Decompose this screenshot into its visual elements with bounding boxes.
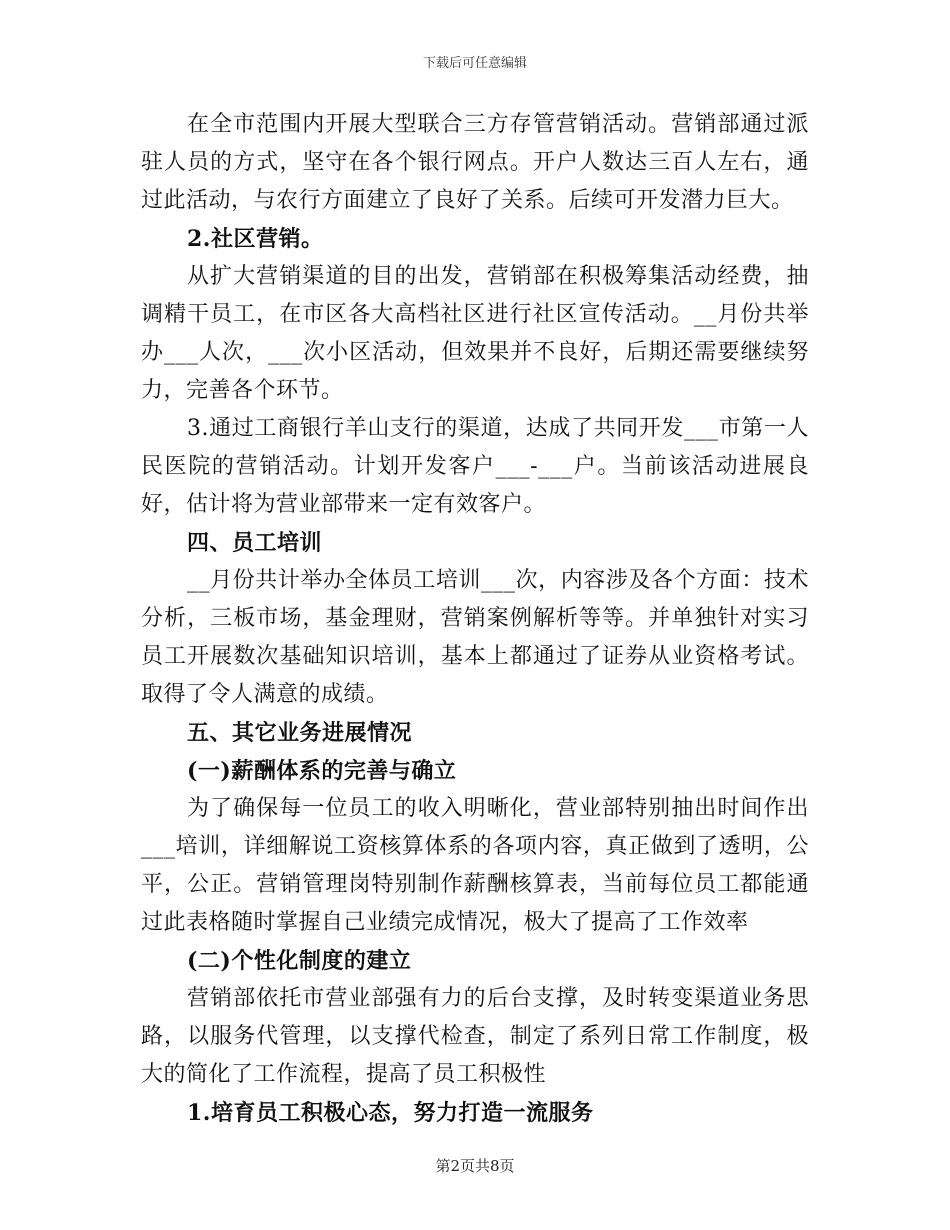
heading-personalized-system: (二)个性化制度的建立 <box>187 948 412 974</box>
page-number: 第2页共8页 <box>435 1157 515 1175</box>
heading-salary-system: (一)薪酬体系的完善与确立 <box>187 758 457 784</box>
page-header: 下载后可任意编辑 <box>422 56 527 71</box>
heading-other-business: 五、其它业务进展情况 <box>187 720 413 746</box>
paragraph-joint-custody-marketing: 在全市范围内开展大型联合三方存管营销活动。营销部通过派驻人员的方式，坚守在各个银行网点。开户人数达三百人左右，通过此活动，与农行方面建立了良好了关系。后续可开发潜力巨大。 <box>141 112 809 213</box>
paragraph-personalized-system: 营销部依托市营业部强有力的后台支撑，及时转变渠道业务思路，以服务代管理，以支撑代检查，制定了系列日常工作制度，极大的简化了工作流程，提高了员工积极性 <box>141 986 809 1087</box>
paragraph-icbc-channel: 3.通过工商银行羊山支行的渠道，达成了共同开发___市第一人民医院的营销活动。计划开发客户___-___户。当前该活动进展良好，估计将为营业部带来一定有效客户。 <box>141 416 809 517</box>
paragraph-community-marketing: 从扩大营销渠道的目的出发，营销部在积极筹集活动经费，抽调精干员工，在市区各大高档社区进行社区宣传活动。__月份共举办___人次，___次小区活动，但效果并不良好，后期还需要继续努力，完善各个环节。 <box>141 264 809 403</box>
heading-positive-mindset: 1.培育员工积极心态，努力打造一流服务 <box>187 1100 594 1126</box>
paragraph-staff-training: __月份共计举办全体员工培训___次，内容涉及各个方面：技术分析，三板市场，基金理财，营销案例解析等等。并单独针对实习员工开展数次基础知识培训，基本上都通过了证券从业资格考试。取得了令人满意的成绩。 <box>141 568 809 707</box>
document-body <box>141 106 809 1132</box>
heading-staff-training: 四、员工培训 <box>187 530 323 556</box>
paragraph-salary-system: 为了确保每一位员工的收入明晰化，营业部特别抽出时间作出___培训，详细解说工资核算体系的各项内容，真正做到了透明，公平，公正。营销管理岗特别制作薪酬核算表，当前每位员工都能通过此表格随时掌握自己业绩完成情况，极大了提高了工作效率 <box>141 796 809 935</box>
heading-community-marketing: 2.社区营销。 <box>187 226 324 252</box>
